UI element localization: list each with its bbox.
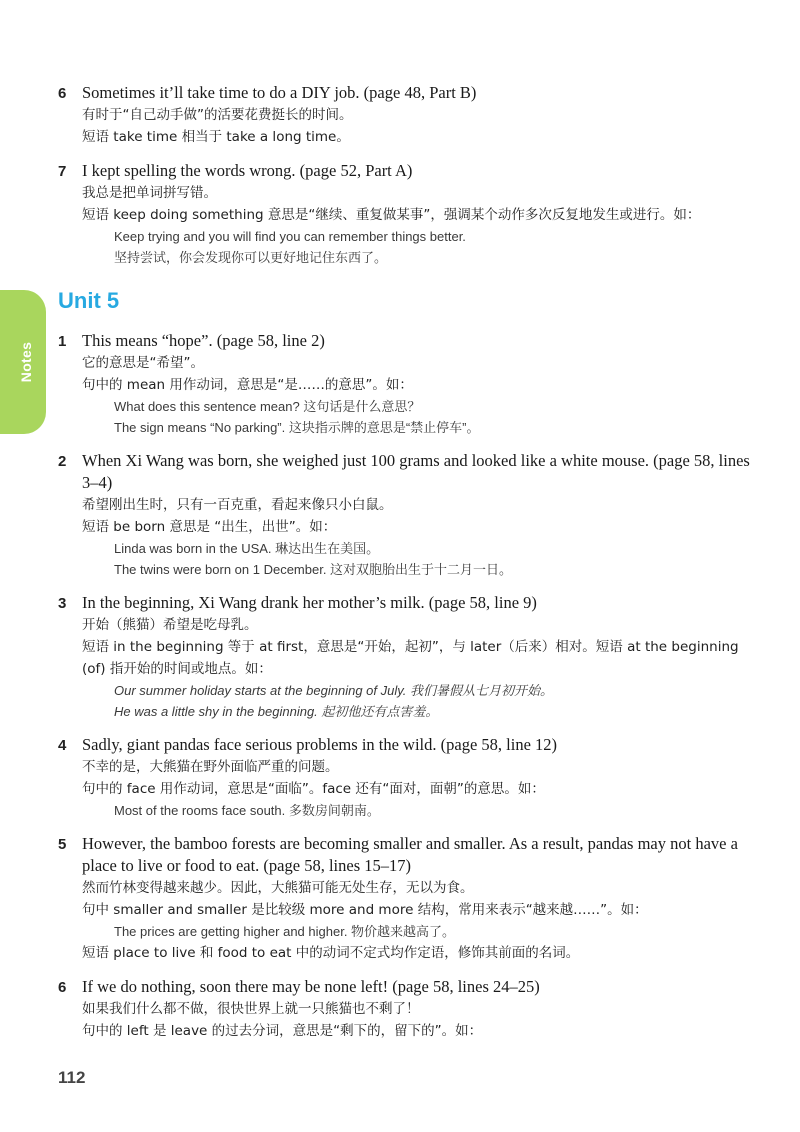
notes-tab-label [6, 330, 46, 394]
note-english-sentence: In the beginning, Xi Wang drank her mother’s milk. (page 58, line 9) [82, 593, 537, 612]
note-example: He was a little shy in the beginning. 起初他还有点害羞。 [114, 704, 439, 719]
note-example: Keep trying and you will find you can remember things better. [114, 229, 466, 244]
page-number: 112 [58, 1068, 86, 1087]
notes-list-previous-unit [58, 82, 758, 268]
note-example: 坚持尝试，你会发现你可以更好地记住东西了。 [114, 250, 388, 265]
note-chinese-explanation: 然而竹林变得越来越少。因此，大熊猫可能无处生存，无以为食。 [82, 880, 474, 896]
note-english-sentence: However, the bamboo forests are becoming smaller and smaller. As a result, pandas may not have a place to live or food to eat. (page 58, lines 15–17) [82, 834, 738, 875]
note-chinese-explanation: 短语 keep doing something 意思是“继续、重复做某事”，强调某个动作多次反复地发生或进行。如： [82, 207, 701, 223]
note-chinese-explanation: 有时于“自己动手做”的活要花费挺长的时间。 [82, 107, 353, 123]
note-example: The prices are getting higher and higher. 物价越来越高了。 [114, 924, 456, 939]
note-number: 7 [58, 163, 67, 180]
note-chinese-explanation: 不幸的是，大熊猫在野外面临严重的问题。 [82, 759, 339, 775]
note-item [58, 82, 758, 148]
note-item [58, 450, 758, 580]
note-item [58, 976, 758, 1042]
notes-tab-text: Notes [18, 341, 34, 383]
note-chinese-explanation: 句中 smaller and smaller 是比较级 more and more 结构，常用来表示“越来越……”。如： [82, 902, 648, 918]
note-english-sentence: When Xi Wang was born, she weighed just 100 grams and looked like a white mouse. (page 58, lines 3–4) [82, 451, 750, 492]
note-chinese-explanation: 句中的 face 用作动词，意思是“面临”。face 还有“面对，面朝”的意思。如： [82, 781, 545, 797]
note-chinese-explanation: 短语 place to live 和 food to eat 中的动词不定式均作定语，修饰其前面的名词。 [82, 945, 580, 961]
note-item [58, 734, 758, 821]
note-chinese-explanation: 句中的 mean 用作动词，意思是“是……的意思”。如： [82, 377, 413, 393]
note-example: The twins were born on 1 December. 这对双胞胎出生于十二月一日。 [114, 562, 513, 577]
note-english-sentence: I kept spelling the words wrong. (page 52, Part A) [82, 161, 413, 180]
note-example: What does this sentence mean? 这句话是什么意思？ [114, 399, 421, 414]
note-english-sentence: If we do nothing, soon there may be none left! (page 58, lines 24–25) [82, 977, 540, 996]
unit-heading: Unit 5 [58, 288, 120, 313]
note-chinese-explanation: 如果我们什么都不做，很快世界上就一只熊猫也不剩了！ [82, 1001, 420, 1017]
note-chinese-explanation: 希望刚出生时，只有一百克重，看起来像只小白鼠。 [82, 497, 393, 513]
note-item [58, 330, 758, 438]
note-english-sentence: Sadly, giant pandas face serious problems in the wild. (page 58, line 12) [82, 735, 558, 754]
note-number: 6 [58, 85, 67, 102]
note-chinese-explanation: 句中的 left 是 leave 的过去分词，意思是“剩下的，留下的”。如： [82, 1023, 483, 1039]
note-number: 2 [58, 453, 67, 470]
note-number: 6 [58, 979, 67, 996]
note-example: Our summer holiday starts at the beginning of July. 我们暑假从七月初开始。 [114, 683, 554, 698]
note-chinese-explanation: 开始（熊猫）希望是吃母乳。 [82, 617, 258, 633]
note-number: 5 [58, 836, 67, 853]
note-number: 1 [58, 333, 67, 350]
note-chinese-explanation: 它的意思是“希望”。 [82, 355, 204, 371]
note-english-sentence: Sometimes it’ll take time to do a DIY job. (page 48, Part B) [82, 83, 477, 102]
note-item [58, 592, 758, 722]
note-english-sentence: This means “hope”. (page 58, line 2) [82, 331, 325, 350]
note-item [58, 833, 758, 964]
notes-list-unit-5 [58, 330, 758, 1042]
note-number: 4 [58, 737, 67, 754]
note-chinese-explanation: 我总是把单词拼写错。 [82, 185, 217, 201]
note-example: Linda was born in the USA. 琳达出生在美国。 [114, 541, 380, 556]
note-number: 3 [58, 595, 67, 612]
notes-content [58, 82, 758, 1054]
note-chinese-explanation: 短语 in the beginning 等于 at first，意思是“开始，起初”，与 later（后来）相对。短语 at the beginning (of) 指开始的时间或地点。如： [82, 639, 739, 677]
note-chinese-explanation: 短语 be born 意思是 “出生，出世”。如： [82, 519, 337, 535]
note-example: Most of the rooms face south. 多数房间朝南。 [114, 803, 380, 818]
note-example: The sign means “No parking”. 这块指示牌的意思是“禁止停车”。 [114, 420, 480, 435]
note-item [58, 160, 758, 268]
note-chinese-explanation: 短语 take time 相当于 take a long time。 [82, 129, 350, 145]
